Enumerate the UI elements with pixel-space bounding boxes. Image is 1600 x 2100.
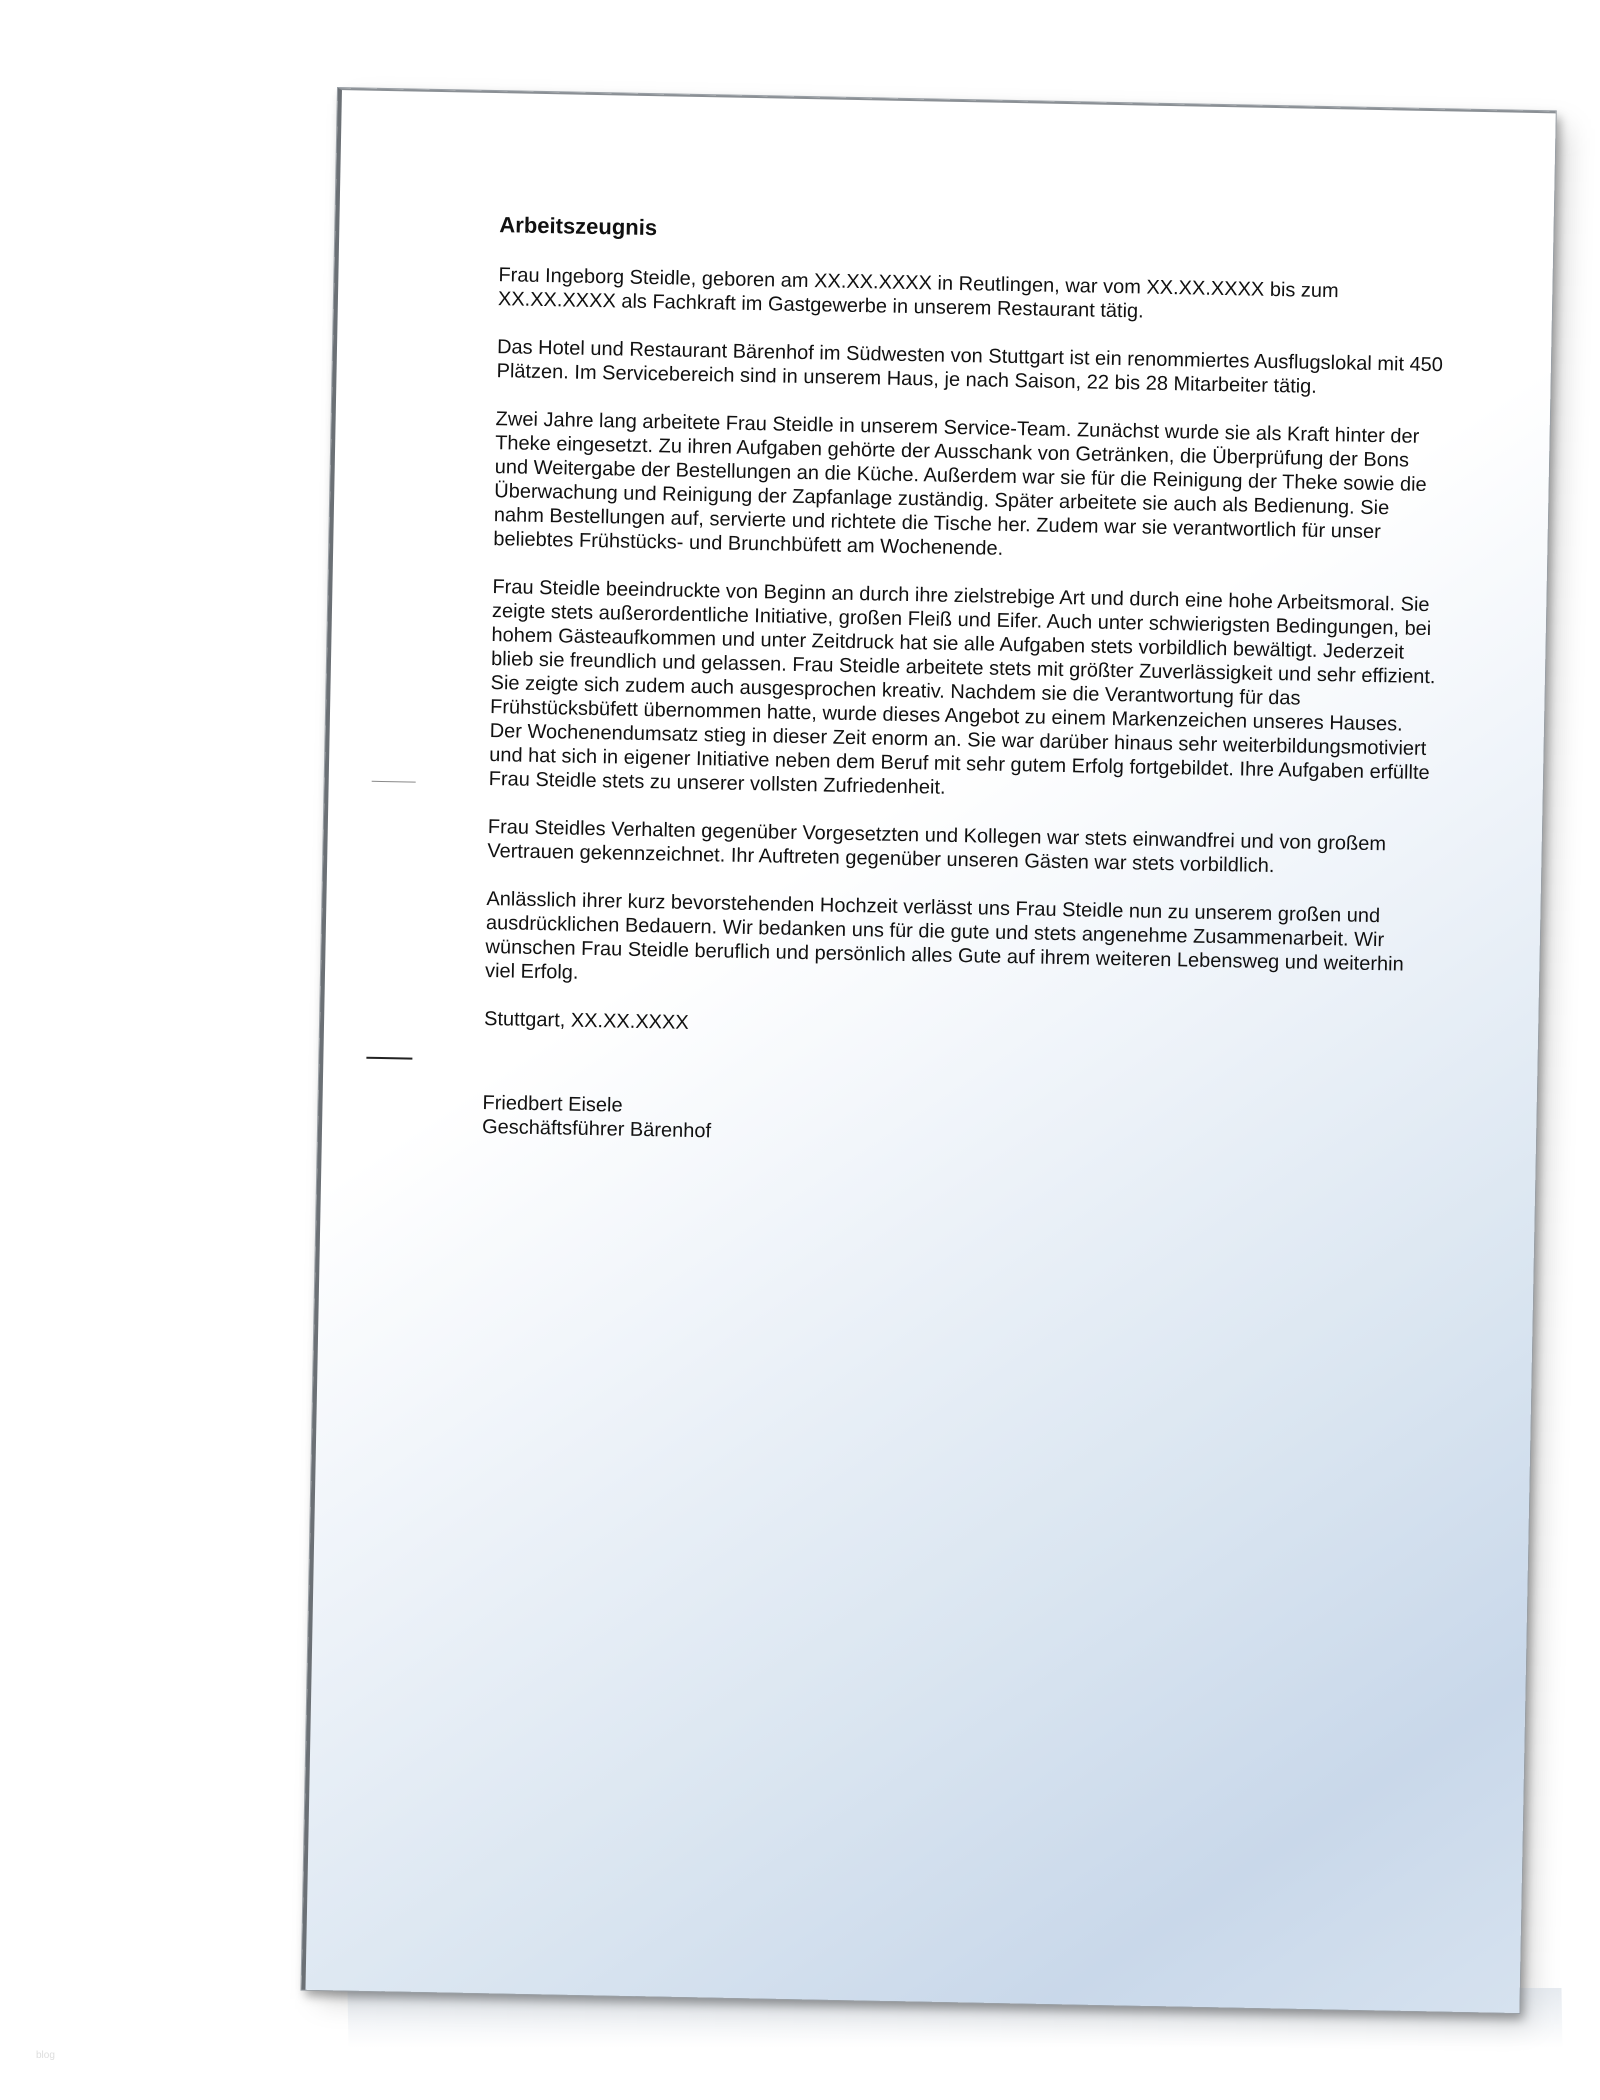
paragraph-company: Das Hotel und Restaurant Bärenhof im Südwesten von Stuttgart ist ein renommiertes Ausflugslokal mit 450 Plätzen. Im Servicebereich sind in unserem Haus, je nach Saison, 22 bis 28 Mitarbeiter tätig. — [496, 336, 1444, 398]
watermark: blog — [36, 2050, 55, 2061]
paragraph-intro: Frau Ingeborg Steidle, geboren am XX.XX.XXXX in Reutlingen, war vom XX.XX.XXXX bis zum XX.XX.XXXX als Fachkraft im Gastgewerbe in unserem Restaurant tätig. — [497, 264, 1339, 323]
signatory-name: Friedbert Eisele — [482, 1091, 623, 1117]
paragraph-closing: Anlässlich ihrer kurz bevorstehenden Hochzeit verlässt uns Frau Steidle nun zu unserem großen und ausdrücklichen Bedauern. Wir bedanken uns für die gute und stets angenehme Zusammenarbeit. Wir wünschen Frau Steidle beruflich und persönlich alles Gute auf ihrem weiteren Lebensweg und weiterhin viel Erfolg. — [484, 888, 1404, 984]
paragraph-conduct: Frau Steidles Verhalten gegenüber Vorgesetzten und Kollegen war stets einwandfrei und von großem Vertrauen gekennzeichnet. Ihr Auftreten gegenüber unseren Gästen war stets vorbildlich. — [487, 816, 1387, 878]
document-body — [482, 213, 1450, 1157]
paragraph-duties: Zwei Jahre lang arbeitete Frau Steidle in unserem Service-Team. Zunächst wurde sie als Kraft hinter der Theke eingesetzt. Zu ihren Aufgaben gehörte der Ausschank von Getränken, die Überprüfung der Bons und Weitergabe der Bestellungen an die Küche. Außerdem war sie für die Reinigung der Theke sowie die Überwachung und Reinigung der Zapfanlage zuständig. Später arbeitete sie auch als Bedienung. Sie nahm Bestellungen auf, servierte und richtete die Tische her. Zudem war sie verantwortlich für unser beliebtes Frühstücks- und Brunchbüfett am Wochenende. — [493, 408, 1427, 560]
document-title: Arbeitszeugnis — [499, 212, 658, 241]
place-date: Stuttgart, XX.XX.XXXX — [483, 1007, 689, 1034]
signatory-title: Geschäftsführer Bärenhof — [481, 1115, 712, 1143]
paragraph-performance: Frau Steidle beeindruckte von Beginn an durch ihre zielstrebige Art und durch eine hohe Arbeitsmoral. Sie zeigte stets außerordentliche Initiative, großen Fleiß und Eifer. Auch unter schwierigsten Bedingungen, bei hohem Gästeaufkommen und unter Zeitdruck hat sie alle Aufgaben stets vorbildlich bewältigt. Jederzeit blieb sie freundlich und gelassen. Frau Steidle arbeitete stets mit größter Zuverlässigkeit und sehr effizient. Sie zeigte sich zudem auch ausgesprochen kreativ. Nachdem sie die Verantwortung für das Frühstücksbüfett übernommen hatte, wurde dieses Angebot zu einem Markenzeichen unseres Hauses. Der Wochenendumsatz stieg in dieser Zeit enorm an. Sie war darüber hinaus sehr weiterbildungsmotiviert und hat sich in eigener Initiative neben dem Beruf mit sehr gutem Erfolg fortgebildet. Ihre Aufgaben erfüllte Frau Steidle stets zu unserer vollsten Zufriedenheit. — [488, 576, 1436, 799]
fold-mark-bottom — [366, 1057, 412, 1060]
fold-mark-top — [372, 781, 416, 783]
document-page — [301, 88, 1555, 2013]
